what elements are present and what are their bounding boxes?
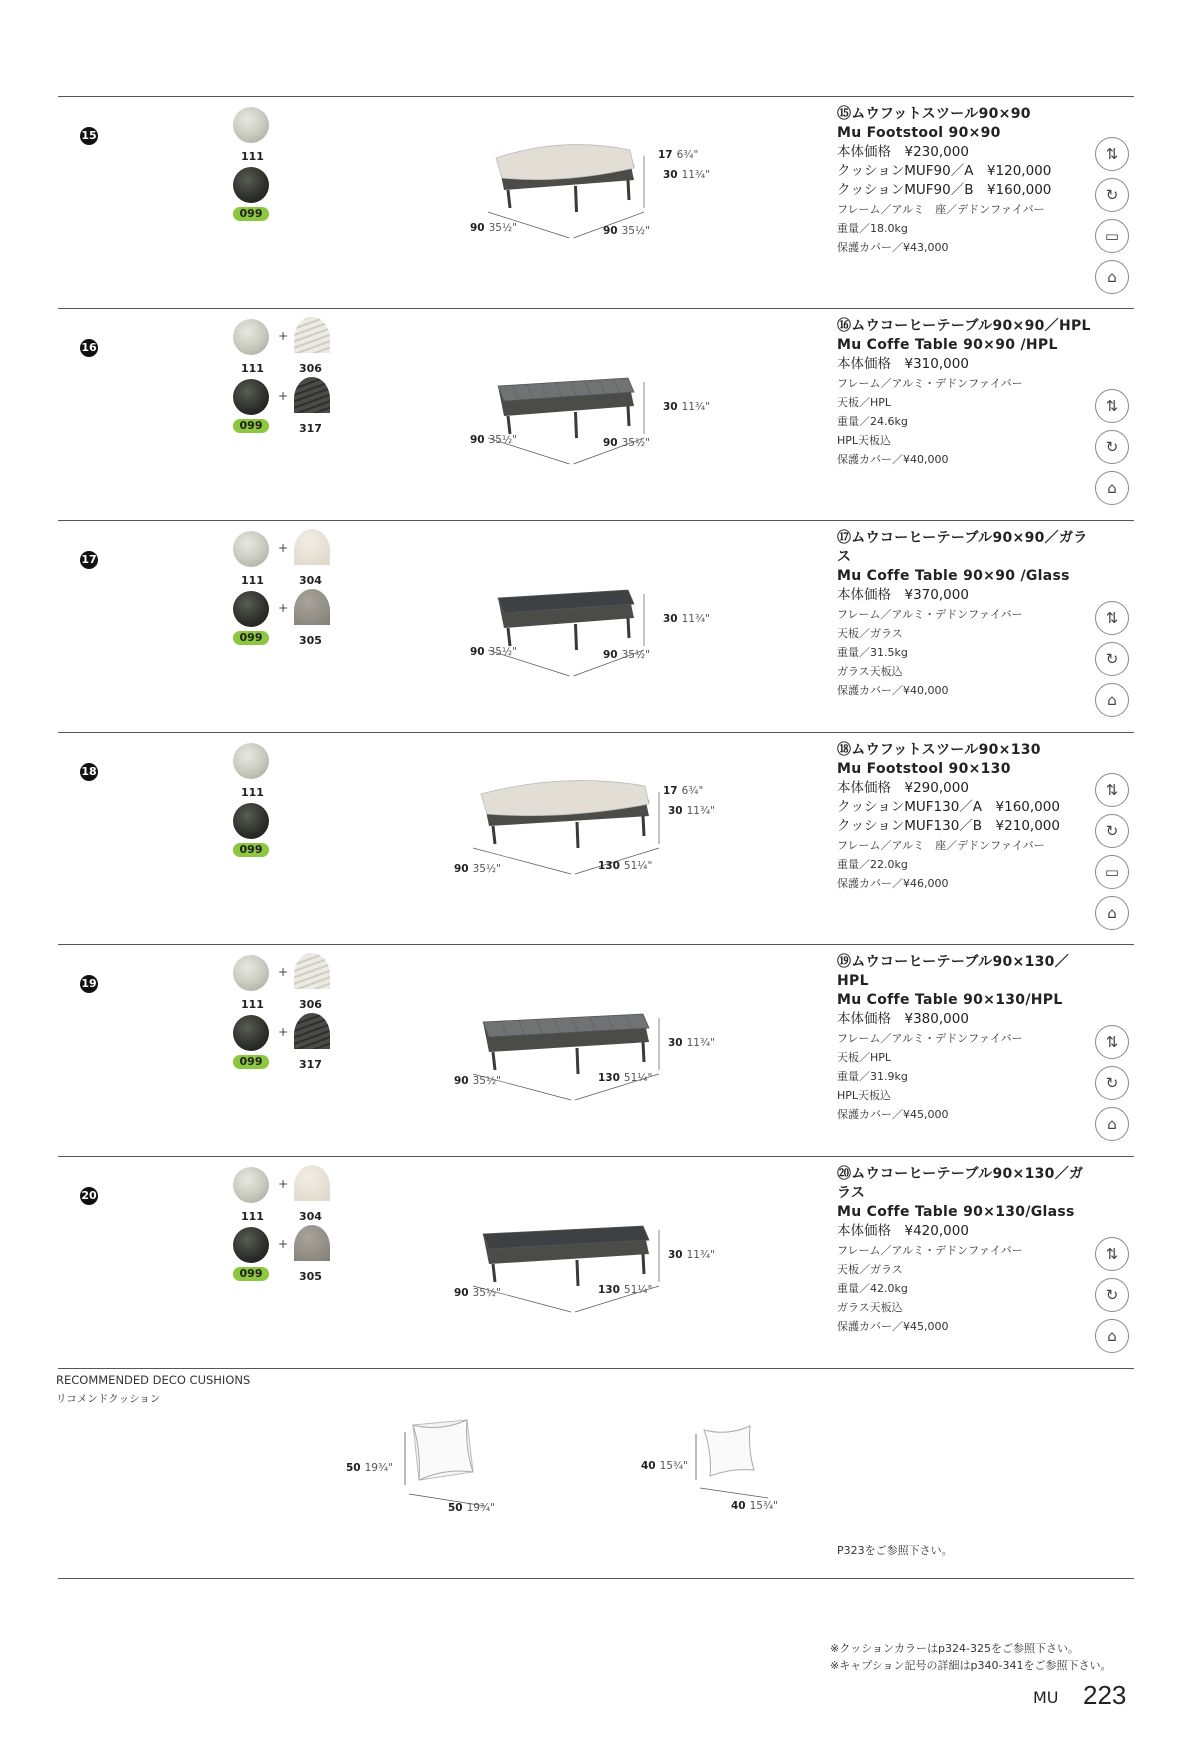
product-number-badge: 16	[80, 339, 98, 357]
footer-note-2: ※キャプション記号の詳細はp340-341をご参照下さい。	[830, 1659, 1112, 1672]
feature-icons	[1095, 1237, 1131, 1360]
product-name-ja: ⑮ムウフットスツール90×90	[837, 106, 1031, 122]
cushion-price: クッションMUF90／A ¥120,000	[837, 163, 1052, 179]
top-code: 305	[299, 1270, 322, 1283]
swatch-top-light	[294, 1165, 330, 1201]
swatch-top-dark	[294, 377, 330, 413]
deco-c2-width: 40 15¾"	[731, 1500, 778, 1512]
spec-line: フレーム／アルミ・デドンファイバー	[837, 1032, 1023, 1045]
dim-depth: 130 51¼"	[598, 1072, 653, 1084]
rotate-icon: ↻	[1095, 178, 1129, 212]
product-number-badge: 15	[80, 127, 98, 145]
product-row	[58, 732, 1134, 943]
swatch-code: 111	[241, 786, 264, 799]
spec-line: 天板／HPL	[837, 396, 892, 409]
swatch-dark-wicker	[233, 591, 269, 627]
product-row	[58, 944, 1134, 1155]
swatch-light-wicker	[233, 955, 269, 991]
swatch-code: 111	[241, 1210, 264, 1223]
dim-depth: 130 51¼"	[598, 860, 653, 872]
rotate-icon: ↻	[1095, 430, 1129, 464]
cover-icon: ⌂	[1095, 1319, 1129, 1353]
page-number: 223	[1083, 1680, 1127, 1710]
stack-icon: ⇅	[1095, 1025, 1129, 1059]
swatch-code-badge: 099	[233, 631, 269, 645]
product-name-ja: ⑲ムウコーヒーテーブル90×130／HPL	[837, 954, 1070, 989]
spec-line: 重量／31.5kg	[837, 646, 908, 659]
feature-icons	[1095, 137, 1131, 301]
coffee-table-image	[468, 556, 708, 696]
spec-line: フレーム／アルミ・デドンファイバー	[837, 608, 1023, 621]
spec-line: HPL天板込	[837, 434, 892, 447]
cushion-price: クッションMUF90／B ¥160,000	[837, 182, 1052, 198]
spec-line: 天板／ガラス	[837, 627, 903, 640]
dim-height: 30 11¾"	[668, 805, 715, 817]
dim-height: 30 11¾"	[663, 613, 710, 625]
swatch-code: 111	[241, 362, 264, 375]
product-info	[837, 317, 1097, 469]
product-name-ja: ⑰ムウコーヒーテーブル90×90／ガラス	[837, 530, 1088, 565]
feature-icons	[1095, 773, 1131, 937]
swatch-dark-wicker	[233, 803, 269, 839]
stack-icon: ⇅	[1095, 773, 1129, 807]
swatch-code-badge: 099	[233, 1055, 269, 1069]
dim-depth: 90 35½"	[603, 649, 650, 661]
dim-height: 30 11¾"	[663, 401, 710, 413]
product-name-ja: ⑳ムウコーヒーテーブル90×130／ガラス	[837, 1166, 1084, 1201]
spec-line: フレーム／アルミ 座／デドンファイバー	[837, 839, 1045, 852]
product-name-en: Mu Coffe Table 90×90 /HPL	[837, 337, 1058, 353]
plus-sign: +	[278, 541, 289, 555]
cushion-icon: ▭	[1095, 219, 1129, 253]
cushion-price: クッションMUF130／B ¥210,000	[837, 818, 1060, 834]
spec-line: 重量／31.9kg	[837, 1070, 908, 1083]
product-info	[837, 741, 1097, 893]
swatch-top-light	[294, 953, 330, 989]
swatch-dark-wicker	[233, 379, 269, 415]
spec-line: 保護カバー／¥45,000	[837, 1108, 949, 1121]
feature-icons	[1095, 389, 1131, 512]
product-number-badge: 19	[80, 975, 98, 993]
deco-cushion-40-image	[690, 1412, 810, 1512]
spec-line: ガラス天板込	[837, 1301, 903, 1314]
swatch-top-light	[294, 317, 330, 353]
price: 本体価格 ¥230,000	[837, 144, 969, 160]
price: 本体価格 ¥380,000	[837, 1011, 969, 1027]
spec-line: 保護カバー／¥45,000	[837, 1320, 949, 1333]
swatch-code-badge: 099	[233, 1267, 269, 1281]
swatch-code-badge: 099	[233, 419, 269, 433]
stack-icon: ⇅	[1095, 601, 1129, 635]
product-row	[58, 1156, 1134, 1367]
product-row	[58, 96, 1134, 307]
feature-icons	[1095, 601, 1131, 724]
deco-divider	[58, 1368, 1134, 1369]
swatch-code-badge: 099	[233, 843, 269, 857]
rotate-icon: ↻	[1095, 642, 1129, 676]
spec-line: 保護カバー／¥40,000	[837, 453, 949, 466]
dim-width: 90 35½"	[470, 646, 517, 658]
footstool-image	[453, 768, 693, 908]
spec-line: 重量／24.6kg	[837, 415, 908, 428]
spec-line: ガラス天板込	[837, 665, 903, 678]
cover-icon: ⌂	[1095, 896, 1129, 930]
price: 本体価格 ¥370,000	[837, 587, 969, 603]
swatch-light-wicker	[233, 531, 269, 567]
product-row	[58, 520, 1134, 731]
swatch-light-wicker	[233, 319, 269, 355]
swatch-top-light	[294, 529, 330, 565]
rotate-icon: ↻	[1095, 814, 1129, 848]
spec-line: フレーム／アルミ・デドンファイバー	[837, 377, 1023, 390]
swatch-light-wicker	[233, 1167, 269, 1203]
deco-c1-height: 50 19¾"	[346, 1462, 393, 1474]
deco-title-ja: リコメンドクッション	[56, 1393, 161, 1405]
rotate-icon: ↻	[1095, 1278, 1129, 1312]
dim-width: 90 35½"	[470, 222, 517, 234]
top-code: 306	[299, 362, 322, 375]
product-info	[837, 105, 1097, 257]
feature-icons	[1095, 1025, 1131, 1148]
spec-line: 保護カバー／¥43,000	[837, 241, 949, 254]
cushion-icon: ▭	[1095, 855, 1129, 889]
dim-height: 30 11¾"	[668, 1037, 715, 1049]
spec-line: 重量／22.0kg	[837, 858, 908, 871]
cushion-price: クッションMUF130／A ¥160,000	[837, 799, 1060, 815]
cover-icon: ⌂	[1095, 683, 1129, 717]
deco-reference: P323をご参照下さい。	[837, 1544, 953, 1557]
dim-depth: 90 35½"	[603, 225, 650, 237]
product-name-en: Mu Coffe Table 90×90 /Glass	[837, 568, 1070, 584]
spec-line: 天板／HPL	[837, 1051, 892, 1064]
price: 本体価格 ¥420,000	[837, 1223, 969, 1239]
dim-width: 90 35½"	[454, 1075, 501, 1087]
deco-c1-width: 50 19¾"	[448, 1502, 495, 1514]
dim-depth: 130 51¼"	[598, 1284, 653, 1296]
stack-icon: ⇅	[1095, 389, 1129, 423]
top-code: 317	[299, 1058, 322, 1071]
swatch-light-wicker	[233, 107, 269, 143]
product-info	[837, 1165, 1097, 1336]
series-label: MU	[1033, 1688, 1059, 1707]
plus-sign: +	[278, 329, 289, 343]
top-code: 306	[299, 998, 322, 1011]
stack-icon: ⇅	[1095, 1237, 1129, 1271]
footer-divider	[58, 1578, 1134, 1579]
spec-line: 天板／ガラス	[837, 1263, 903, 1276]
plus-sign: +	[278, 1177, 289, 1191]
top-code: 304	[299, 574, 322, 587]
cover-icon: ⌂	[1095, 471, 1129, 505]
spec-line: HPL天板込	[837, 1089, 892, 1102]
footer-note-1: ※クッションカラーはp324-325をご参照下さい。	[830, 1642, 1079, 1655]
product-name-en: Mu Footstool 90×130	[837, 761, 1011, 777]
product-number-badge: 18	[80, 763, 98, 781]
rotate-icon: ↻	[1095, 1066, 1129, 1100]
product-name-ja: ⑱ムウフットスツール90×130	[837, 742, 1041, 758]
dim-width: 90 35½"	[470, 434, 517, 446]
swatch-code: 111	[241, 998, 264, 1011]
swatch-top-dark	[294, 1225, 330, 1261]
plus-sign: +	[278, 601, 289, 615]
deco-c2-height: 40 15¾"	[641, 1460, 688, 1472]
swatch-code-badge: 099	[233, 207, 269, 221]
spec-line: フレーム／アルミ 座／デドンファイバー	[837, 203, 1045, 216]
swatch-dark-wicker	[233, 1227, 269, 1263]
swatch-top-dark	[294, 1013, 330, 1049]
stack-icon: ⇅	[1095, 137, 1129, 171]
dim-depth: 90 35½"	[603, 437, 650, 449]
coffee-table-image	[453, 1192, 693, 1332]
top-code: 317	[299, 422, 322, 435]
product-name-en: Mu Coffe Table 90×130/Glass	[837, 1204, 1075, 1220]
dim-width: 90 35½"	[454, 1287, 501, 1299]
price: 本体価格 ¥310,000	[837, 356, 969, 372]
deco-title-en: RECOMMENDED DECO CUSHIONS	[56, 1373, 251, 1387]
plus-sign: +	[278, 1025, 289, 1039]
product-name-en: Mu Coffe Table 90×130/HPL	[837, 992, 1063, 1008]
product-name-en: Mu Footstool 90×90	[837, 125, 1001, 141]
spec-line: 保護カバー／¥40,000	[837, 684, 949, 697]
product-info	[837, 529, 1097, 700]
cover-icon: ⌂	[1095, 260, 1129, 294]
dim-cushion-height: 17 6¾"	[658, 149, 699, 161]
dim-height: 30 11¾"	[668, 1249, 715, 1261]
top-code: 305	[299, 634, 322, 647]
top-code: 304	[299, 1210, 322, 1223]
cover-icon: ⌂	[1095, 1107, 1129, 1141]
dim-width: 90 35½"	[454, 863, 501, 875]
swatch-code: 111	[241, 574, 264, 587]
product-number-badge: 20	[80, 1187, 98, 1205]
swatch-dark-wicker	[233, 1015, 269, 1051]
swatch-top-dark	[294, 589, 330, 625]
dim-height: 30 11¾"	[663, 169, 710, 181]
spec-line: フレーム／アルミ・デドンファイバー	[837, 1244, 1023, 1257]
swatch-code: 111	[241, 150, 264, 163]
price: 本体価格 ¥290,000	[837, 780, 969, 796]
product-name-ja: ⑯ムウコーヒーテーブル90×90／HPL	[837, 318, 1091, 334]
plus-sign: +	[278, 965, 289, 979]
swatch-light-wicker	[233, 743, 269, 779]
dim-cushion-height: 17 6¾"	[663, 785, 704, 797]
plus-sign: +	[278, 1237, 289, 1251]
product-row	[58, 308, 1134, 519]
spec-line: 重量／18.0kg	[837, 222, 908, 235]
plus-sign: +	[278, 389, 289, 403]
coffee-table-image	[453, 980, 693, 1120]
spec-line: 重量／42.0kg	[837, 1282, 908, 1295]
product-info	[837, 953, 1097, 1124]
spec-line: 保護カバー／¥46,000	[837, 877, 949, 890]
product-number-badge: 17	[80, 551, 98, 569]
swatch-dark-wicker	[233, 167, 269, 203]
coffee-table-image	[468, 344, 708, 484]
